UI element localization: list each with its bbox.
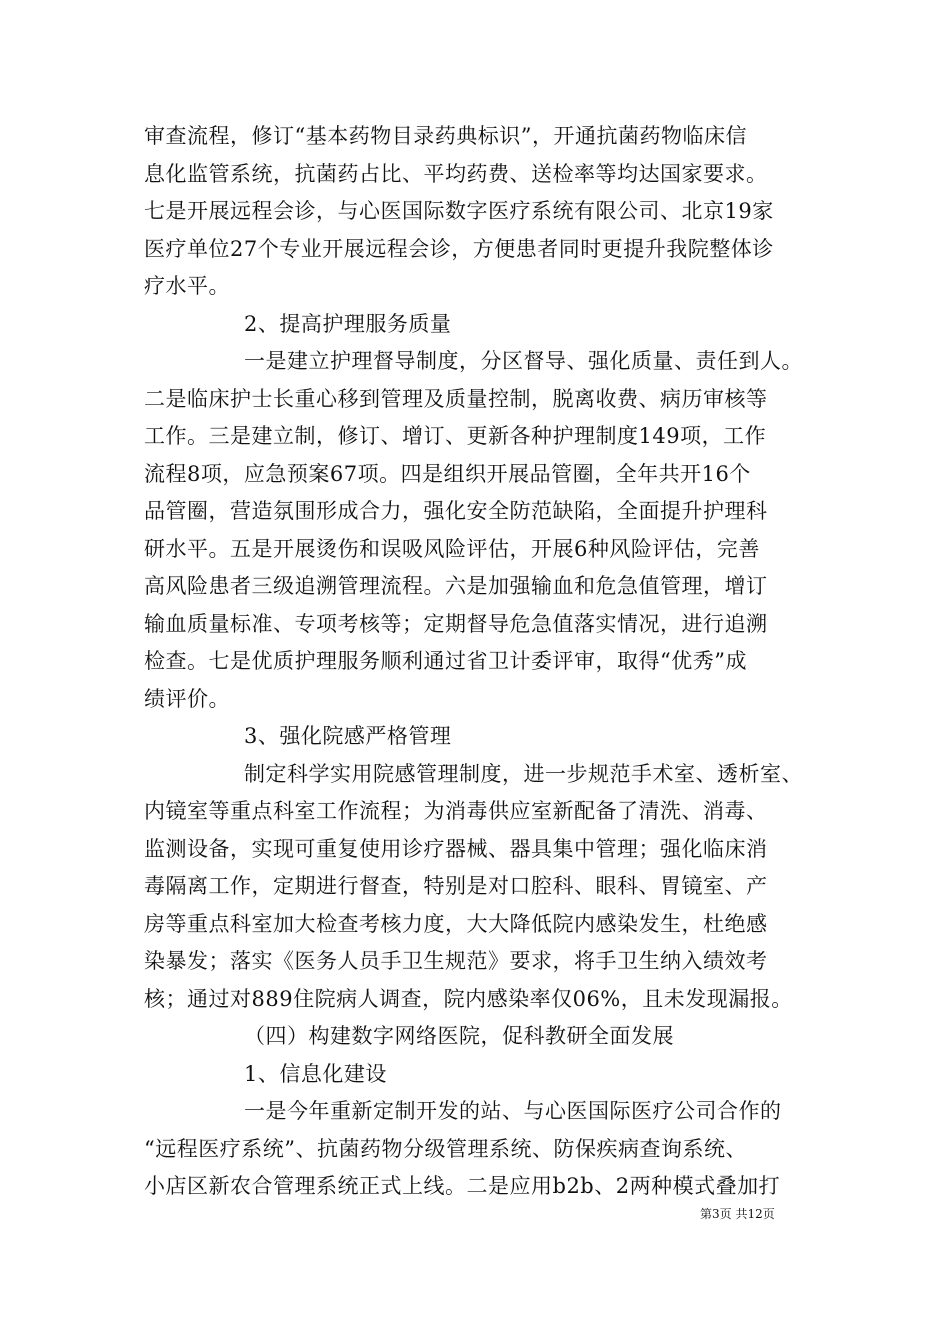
text-line: 检查。七是优质护理服务顺利通过省卫计委评审，取得“优秀”成 — [144, 649, 747, 673]
text-line: 一是今年重新定制开发的站、与心医国际医疗公司合作的 — [244, 1099, 782, 1123]
body-text — [144, 118, 816, 1206]
text-line: 内镜室等重点科室工作流程；为消毒供应室新配备了清洗、消毒、 — [144, 799, 768, 823]
text-line: 2、提高护理服务质量 — [244, 311, 452, 336]
text-line: 3、强化院感严格管理 — [244, 724, 452, 748]
text-line: 小店区新农合管理系统正式上线。二是应用b2b、2两种模式叠加打 — [144, 1174, 781, 1198]
text-line: “远程医疗系统”、抗菌药物分级管理系统、防保疾病查询系统、 — [144, 1136, 747, 1161]
text-line: 输血质量标准、专项考核等；定期督导危急值落实情况，进行追溯 — [144, 611, 768, 636]
text-line: 二是临床护士长重心移到管理及质量控制，脱离收费、病历审核等 — [144, 386, 768, 411]
text-line: 研水平。五是开展烫伤和误吸风险评估，开展6种风险评估，完善 — [144, 536, 760, 561]
text-line: 染暴发；落实《医务人员手卫生规范》要求，将手卫生纳入绩效考 — [144, 949, 768, 973]
text-line: 制定科学实用院感管理制度，进一步规范手术室、透析室、 — [244, 761, 803, 786]
text-line: 医疗单位27个专业开展远程会诊，方便患者同时更提升我院整体诊 — [144, 236, 774, 261]
text-line: 疗水平。 — [144, 274, 230, 298]
text-line: 高风险患者三级追溯管理流程。六是加强输血和危急值管理，增订 — [144, 574, 768, 598]
page-footer: 第3页 共12页 — [700, 1207, 775, 1221]
text-line: 监测设备，实现可重复使用诊疗器械、器具集中管理；强化临床消 — [144, 836, 768, 861]
text-line: 绩评价。 — [144, 686, 230, 711]
text-line: 一是建立护理督导制度，分区督导、强化质量、责任到人。 — [244, 349, 803, 373]
text-line: 七是开展远程会诊，与心医国际数字医疗系统有限公司、北京19家 — [144, 199, 774, 223]
text-line: 品管圈，营造氛围形成合力，强化安全防范缺陷，全面提升护理科 — [144, 499, 768, 523]
text-line: （四）构建数字网络医院，促科教研全面发展 — [244, 1024, 674, 1048]
text-line: 流程8项，应急预案67项。四是组织开展品管圈，全年共开16个 — [144, 461, 751, 486]
text-line: 审查流程，修订“基本药物目录药典标识”，开通抗菌药物临床信 — [144, 124, 747, 148]
text-line: 工作。三是建立制，修订、增订、更新各种护理制度149项，工作 — [144, 424, 767, 448]
text-line: 息化监管系统，抗菌药占比、平均药费、送检率等均达国家要求。 — [144, 161, 768, 186]
text-line: 1、信息化建设 — [244, 1061, 387, 1086]
text-line: 毒隔离工作，定期进行督查，特别是对口腔科、眼科、胃镜室、产 — [144, 874, 768, 898]
text-line: 房等重点科室加大检查考核力度，大大降低院内感染发生，杜绝感 — [144, 911, 768, 936]
text-line: 核；通过对889住院病人调查，院内感染率仅06%，且未发现漏报。 — [144, 986, 793, 1011]
